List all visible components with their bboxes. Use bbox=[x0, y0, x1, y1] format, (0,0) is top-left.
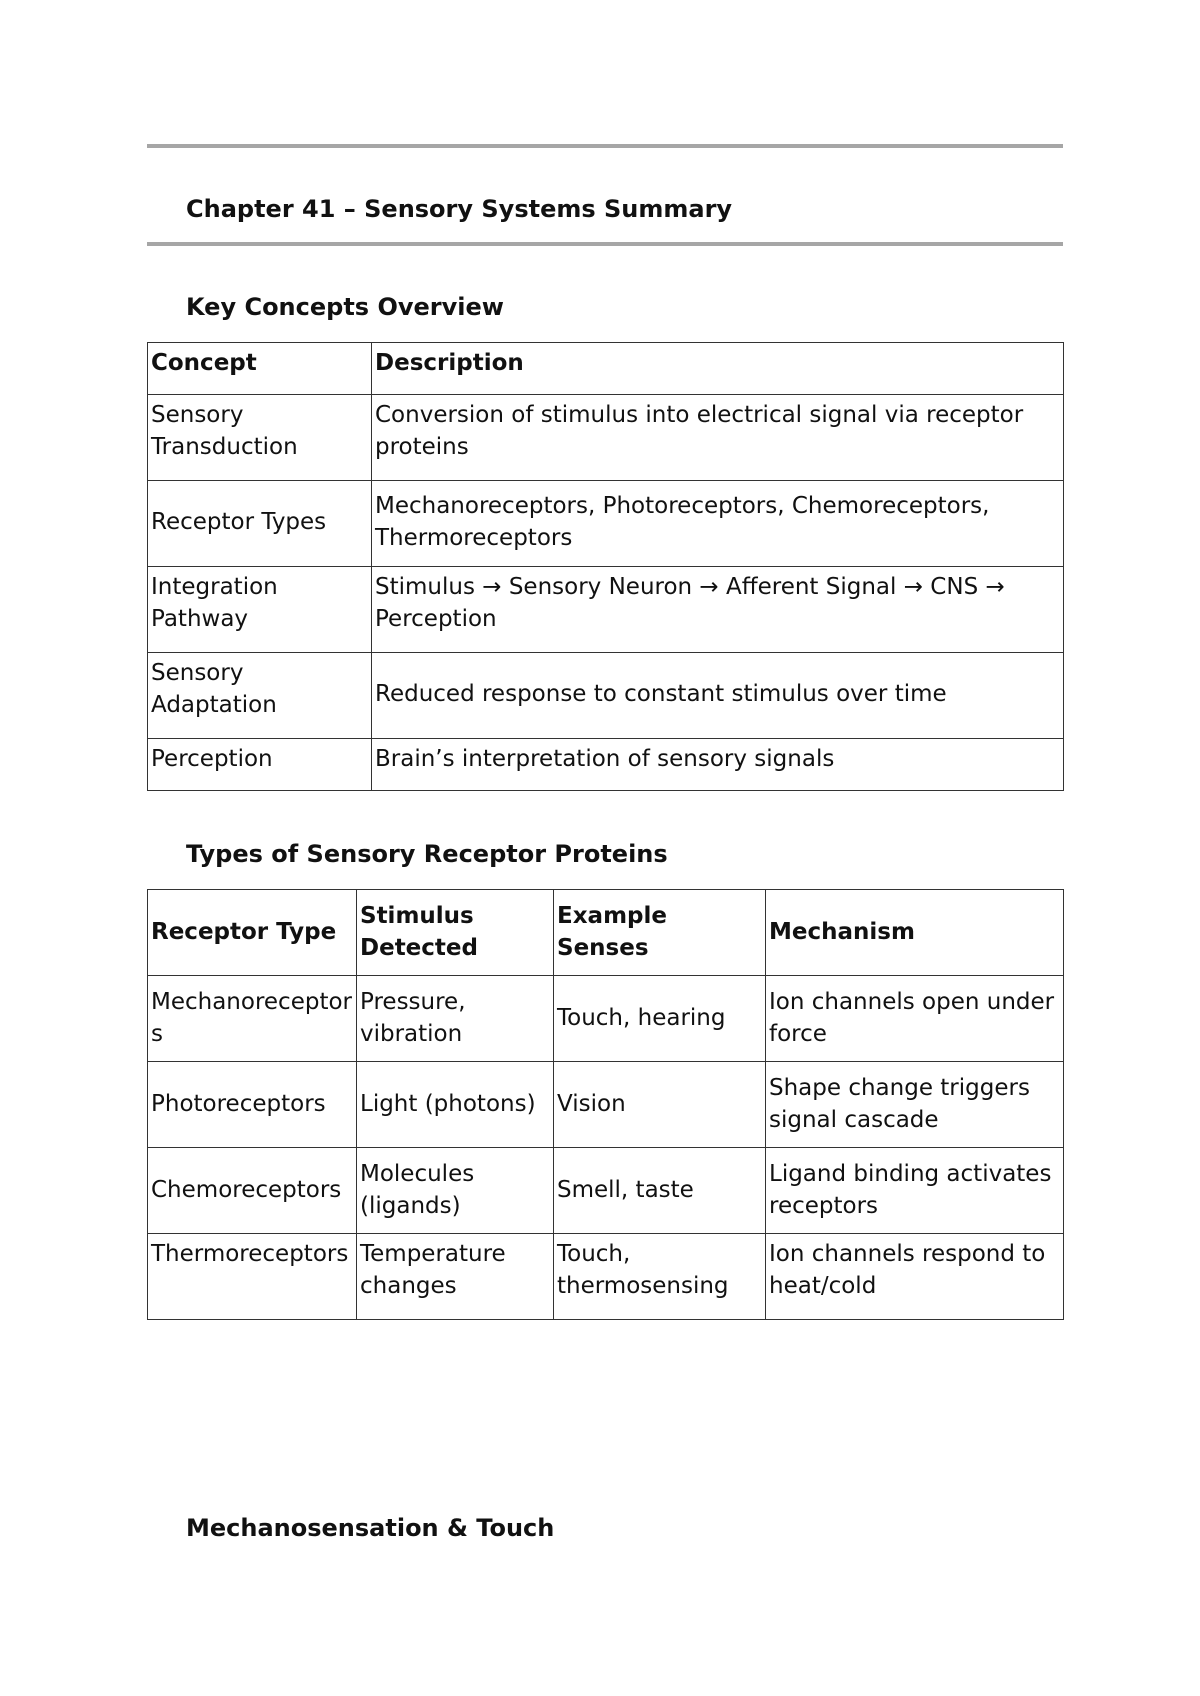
mechanism-cell: Shape change triggers signal cascade bbox=[766, 1062, 1064, 1148]
receptor-types-table bbox=[147, 889, 1064, 1320]
concept-cell: Sensory Adaptation bbox=[148, 653, 372, 739]
column-header: Receptor Type bbox=[148, 890, 357, 976]
table-row bbox=[148, 976, 1064, 1062]
table-row bbox=[148, 653, 1064, 739]
mechanism-cell: Ion channels open under force bbox=[766, 976, 1064, 1062]
concept-cell: Receptor Types bbox=[148, 481, 372, 567]
page-title: Chapter 41 – Sensory Systems Summary bbox=[186, 195, 733, 223]
description-cell: Conversion of stimulus into electrical signal via receptor proteins bbox=[372, 395, 1064, 481]
receptor-type-cell: Photoreceptors bbox=[148, 1062, 357, 1148]
senses-cell: Vision bbox=[554, 1062, 766, 1148]
description-cell: Reduced response to constant stimulus over time bbox=[372, 653, 1064, 739]
table-header-row bbox=[148, 343, 1064, 395]
description-cell: Mechanoreceptors, Photoreceptors, Chemoreceptors, Thermoreceptors bbox=[372, 481, 1064, 567]
section-heading-receptor-types: Types of Sensory Receptor Proteins bbox=[186, 840, 668, 868]
table-header-row bbox=[148, 890, 1064, 976]
senses-cell: Touch, thermosensing bbox=[554, 1234, 766, 1320]
table-row bbox=[148, 481, 1064, 567]
column-header: Description bbox=[372, 343, 1064, 395]
description-cell: Brain’s interpretation of sensory signals bbox=[372, 739, 1064, 791]
receptor-type-cell: Chemoreceptors bbox=[148, 1148, 357, 1234]
concept-cell: Integration Pathway bbox=[148, 567, 372, 653]
section-heading-key-concepts: Key Concepts Overview bbox=[186, 293, 504, 321]
section-heading-mechanosensation: Mechanosensation & Touch bbox=[186, 1514, 555, 1542]
senses-cell: Touch, hearing bbox=[554, 976, 766, 1062]
table-row bbox=[148, 1234, 1064, 1320]
stimulus-cell: Temperature changes bbox=[357, 1234, 554, 1320]
table-row bbox=[148, 739, 1064, 791]
column-header: Mechanism bbox=[766, 890, 1064, 976]
title-rule-bottom bbox=[147, 242, 1063, 246]
table-row bbox=[148, 567, 1064, 653]
description-cell: Stimulus → Sensory Neuron → Afferent Signal → CNS → Perception bbox=[372, 567, 1064, 653]
stimulus-cell: Molecules (ligands) bbox=[357, 1148, 554, 1234]
column-header: Stimulus Detected bbox=[357, 890, 554, 976]
stimulus-cell: Pressure, vibration bbox=[357, 976, 554, 1062]
column-header: Example Senses bbox=[554, 890, 766, 976]
table-row bbox=[148, 1062, 1064, 1148]
receptor-type-cell: Thermoreceptors bbox=[148, 1234, 357, 1320]
column-header: Concept bbox=[148, 343, 372, 395]
mechanism-cell: Ligand binding activates receptors bbox=[766, 1148, 1064, 1234]
table-row bbox=[148, 1148, 1064, 1234]
mechanism-cell: Ion channels respond to heat/cold bbox=[766, 1234, 1064, 1320]
title-rule-top bbox=[147, 144, 1063, 148]
concept-cell: Sensory Transduction bbox=[148, 395, 372, 481]
senses-cell: Smell, taste bbox=[554, 1148, 766, 1234]
receptor-type-cell: Mechanoreceptors bbox=[148, 976, 357, 1062]
stimulus-cell: Light (photons) bbox=[357, 1062, 554, 1148]
concept-cell: Perception bbox=[148, 739, 372, 791]
table-row bbox=[148, 395, 1064, 481]
key-concepts-table bbox=[147, 342, 1064, 791]
